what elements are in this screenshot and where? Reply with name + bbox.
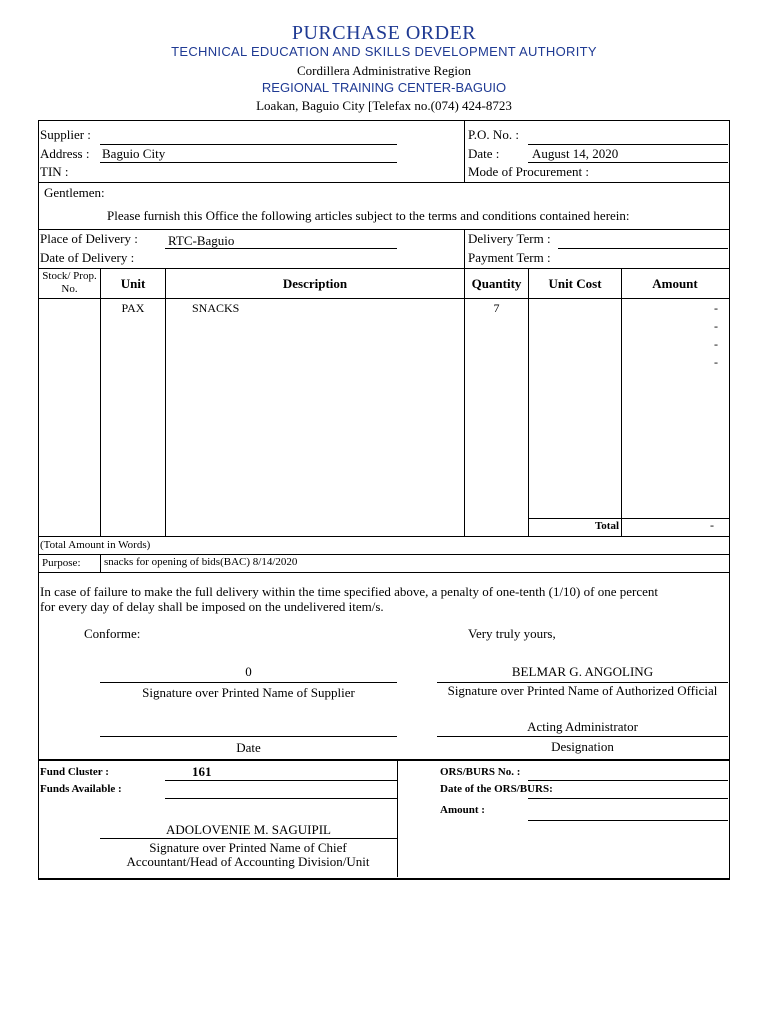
center-address: Loakan, Baguio City [Telefax no.(074) 424-8723 [256,98,512,113]
underline [165,798,397,799]
po-no-label: P.O. No. : [468,127,519,142]
center-name: REGIONAL TRAINING CENTER-BAGUIO [261,80,507,95]
place-field[interactable]: RTC-Baguio [168,233,235,248]
cell-unit: PAX [121,301,145,315]
cell-description: SNACKS [192,301,240,315]
penalty-line-1: In case of failure to make the full delivery within the time specified above, a penalty of one-tenth (1/10) of one percent [40,584,658,599]
header-unit-cost: Unit Cost [548,276,602,291]
supplier-signature-caption: Signature over Printed Name of Supplier [142,685,355,700]
section-divider [38,759,729,761]
col-divider [165,268,166,537]
official-designation: Acting Administrator [527,719,638,734]
header-description: Description [282,276,348,291]
purpose-value: snacks for opening of bids(BAC) 8/14/2020 [104,556,298,568]
signature-line [100,838,397,839]
conforme-label: Conforme: [84,626,141,641]
underline [528,780,728,781]
total-value: - [710,518,714,532]
signature-line [437,736,728,737]
supplier-signature-name: 0 [245,664,252,679]
divider [397,760,398,877]
underline [165,780,397,781]
region-name: Cordillera Administrative Region [296,63,472,78]
payment-term-label: Payment Term : [468,250,551,265]
supplier-label: Supplier : [40,127,91,142]
agency-name: TECHNICAL EDUCATION AND SKILLS DEVELOPMENT AUTHORITY [171,44,597,59]
divider [100,554,101,572]
page-title: PURCHASE ORDER [291,22,477,44]
col-divider [528,268,529,537]
procurement-label: Mode of Procurement : [468,164,589,179]
underline [165,248,397,249]
divider [38,572,729,573]
divider [464,229,465,269]
ors-date-label: Date of the ORS/BURS: [440,783,553,795]
accountant-caption: Signature over Printed Name of Chief Accountant/Head of Accounting Division/Unit [126,840,370,869]
table-header-divider [38,298,729,299]
underline [528,144,728,145]
purpose-label: Purpose: [42,557,81,569]
header-quantity: Quantity [471,276,522,291]
date-label: Date : [468,146,500,161]
cell-amount: - [714,319,718,333]
amount-label: Amount : [440,804,485,816]
underline [528,820,728,821]
cell-quantity: 7 [493,301,500,315]
divider [38,229,729,230]
tin-label: TIN : [40,164,69,179]
ors-label: ORS/BURS No. : [440,766,521,778]
divider [38,268,729,269]
penalty-line-2: for every day of delay shall be imposed on the undelivered item/s. [40,599,384,614]
header-amount: Amount [652,276,698,291]
total-words-label: (Total Amount in Words) [40,539,151,551]
date-caption: Date [236,740,261,755]
cell-amount: - [714,301,718,315]
underline [528,798,728,799]
cell-amount: - [714,337,718,351]
place-label: Place of Delivery : [40,231,138,246]
divider [38,536,729,537]
total-label: Total [594,520,619,532]
delivery-date-label: Date of Delivery : [40,250,135,265]
divider [38,182,729,183]
instruction-text: Please furnish this Office the following articles subject to the terms and conditions contained herein: [107,208,630,223]
official-signature-caption: Signature over Printed Name of Authorized Official [447,683,718,698]
signature-line [100,736,397,737]
fund-cluster-value: 161 [192,764,212,779]
divider [38,554,729,555]
underline [100,162,397,163]
fund-cluster-label: Fund Cluster : [40,766,109,778]
official-signature-name: BELMAR G. ANGOLING [511,664,654,679]
underline [100,144,397,145]
date-field[interactable]: August 14, 2020 [532,146,619,161]
header-stock: Stock/ Prop. No. [42,270,97,295]
yours-label: Very truly yours, [468,626,556,641]
salutation: Gentlemen: [44,185,105,200]
accountant-name: ADOLOVENIE M. SAGUIPIL [165,822,331,837]
underline [558,248,728,249]
address-label: Address : [40,146,90,161]
cell-amount: - [714,355,718,369]
signature-line [100,682,397,683]
divider [464,121,465,183]
delivery-term-label: Delivery Term : [468,231,551,246]
designation-caption: Designation [551,739,614,754]
address-field[interactable]: Baguio City [102,146,166,161]
header-unit: Unit [120,276,146,291]
funds-available-label: Funds Available : [40,783,122,795]
underline [528,162,728,163]
